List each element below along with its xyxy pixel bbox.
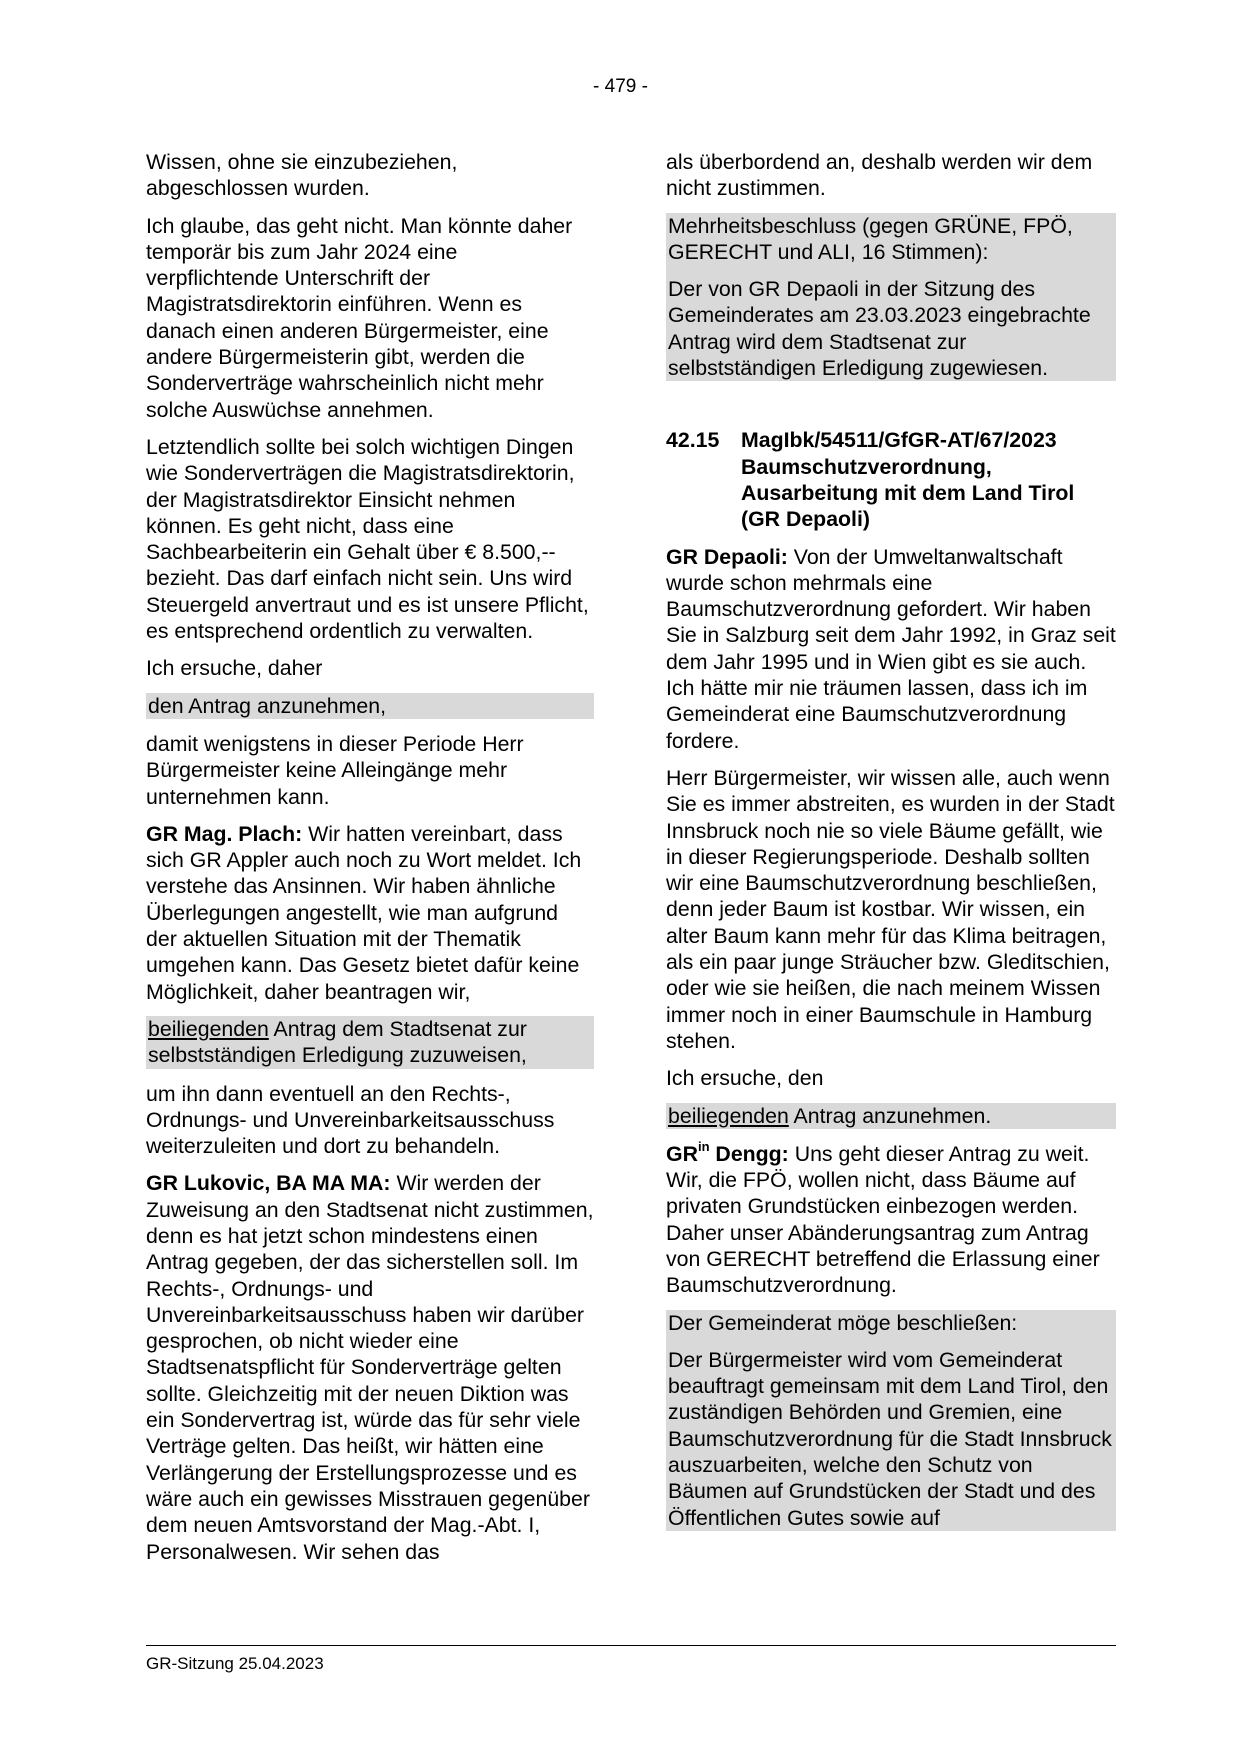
section-title-line: (GR Depaoli)	[741, 507, 870, 532]
section-heading	[666, 427, 1116, 453]
motion-text	[148, 1016, 592, 1069]
highlighted-motion	[146, 693, 594, 719]
motion-head: Der Gemeinderat möge beschließen:	[668, 1310, 1018, 1335]
speech-dengg	[666, 1138, 1116, 1299]
speech-text: Wir hatten vereinbart, dass sich GR Appler auch noch zu Wort meldet. Ich verstehe das Ansinnen. Wir haben ähnliche Überlegungen angestellt, wie man aufgrund der aktuellen Situation mit der Thematik umgehen kann. Das Gesetz bietet dafür keine Möglichkeit, daher beantragen wir,	[146, 821, 582, 1004]
underlined-word: beiliegenden	[148, 1016, 269, 1041]
highlighted-motion	[146, 1016, 594, 1069]
paragraph: als überbordend an, deshalb werden wir dem nicht zustimmen.	[666, 150, 1093, 201]
spacer	[666, 393, 1116, 427]
left-column	[146, 149, 594, 1576]
speech-lukovic	[146, 1170, 594, 1564]
speaker-name	[666, 1138, 789, 1166]
speech-depaoli	[666, 544, 1116, 754]
section-number: 42.15	[666, 428, 720, 453]
paragraph: Ich ersuche, daher	[146, 656, 323, 681]
underlined-word: beiliegenden	[668, 1103, 789, 1128]
highlighted-motion	[666, 1103, 1116, 1129]
footer-rule	[146, 1645, 1116, 1646]
right-column	[666, 149, 1116, 1543]
speaker-surname: Dengg:	[709, 1141, 789, 1166]
speech-text: Uns geht dieser Antrag zu weit. Wir, die FPÖ, wollen nicht, dass Bäume auf privaten Grundstücken einbezogen werden. Daher unser Abänderungsantrag zum Antrag von GERECHT betreffend die Erlassung einer Baumschutzverordnung.	[666, 1141, 1100, 1298]
section-title	[741, 454, 1116, 533]
resolution-box	[666, 213, 1116, 382]
paragraph: Herr Bürgermeister, wir wissen alle, auch wenn Sie es immer abstreiten, es wurden in der Stadt Innsbruck noch nie so viele Bäume gefällt, wie in dieser Regierungsperiode. Deshalb sollten wir eine Baumschutzverordnung beschließen, denn jeder Baum ist kostbar. Wir wissen, ein alter Baum kann mehr für das Klima beitragen, als ein paar junge Sträucher bzw. Gleditschien, oder wie sie heißen, die nach meinem Wissen immer noch in einer Baumschule in Hamburg stehen.	[666, 765, 1115, 1053]
paragraph: Ich ersuche, den	[666, 1066, 824, 1091]
resolution-text: Der von GR Depaoli in der Sitzung des Gemeinderates am 23.03.2023 eingebrachte Antrag wird dem Stadtsenat zur selbstständigen Erledigung zugewiesen.	[668, 277, 1091, 381]
footer-text: GR-Sitzung 25.04.2023	[146, 1654, 324, 1673]
speech-plach	[146, 821, 594, 1005]
speaker-suffix: in	[697, 1138, 710, 1154]
paragraph: damit wenigstens in dieser Periode Herr Bürgermeister keine Alleingänge mehr unternehmen kann.	[146, 731, 524, 809]
motion-rest: Antrag dem Stadtsenat zur selbstständigen Erledigung zuzuweisen,	[148, 1016, 527, 1068]
motion-text: den Antrag anzunehmen,	[148, 693, 386, 718]
speech-text: Wir werden der Zuweisung an den Stadtsenat nicht zustimmen, denn es hat jetzt schon mindestens einen Antrag gegeben, der das sicherstellen soll. Im Rechts-, Ordnungs- und Unvereinbarkeitsausschuss haben wir darüber gesprochen, ob nicht wieder eine Stadtsenatspflicht für Sonderverträge gelten sollte. Gleichzeitig mit der neuen Diktion was ein Sondervertrag ist, würde das für sehr viele Verträge gelten. Das heißt, wir hätten eine Verlängerung der Erstellungsprozesse und es wäre auch ein gewisses Misstrauen gegenüber dem neuen Amtsvorstand der Mag.-Abt. I, Personalwesen. Wir sehen das	[146, 1171, 594, 1564]
motion-text	[668, 1103, 1114, 1129]
section-title-line: Baumschutzverordnung, Ausarbeitung mit dem Land Tirol	[741, 454, 1075, 505]
section-reference: MagIbk/54511/GfGR-AT/67/2023	[741, 428, 1057, 453]
speaker-name: GR Mag. Plach:	[146, 821, 303, 846]
motion-box	[666, 1310, 1116, 1531]
motion-text: Der Bürgermeister wird vom Gemeinderat beauftragt gemeinsam mit dem Land Tirol, den zuständigen Behörden und Gremien, eine Baumschutzverordnung für die Stadt Innsbruck auszuarbeiten, welche den Schutz von Bäumen auf Grundstücken der Stadt und des Öffentlichen Gutes sowie auf	[668, 1347, 1112, 1530]
paragraph: Letztendlich sollte bei solch wichtigen Dingen wie Sonderverträgen die Magistratsdirektorin, der Magistratsdirektor Einsicht nehmen können. Es geht nicht, dass eine Sachbearbeiterin ein Gehalt über € 8.500,-- bezieht. Das darf einfach nicht sein. Uns wird Steuergeld anvertraut und es ist unsere Pflicht, es entsprechend ordentlich zu verwalten.	[146, 434, 589, 644]
paragraph: Wissen, ohne sie einzubeziehen, abgeschlossen wurden.	[146, 150, 458, 201]
motion-rest: Antrag anzunehmen.	[788, 1103, 992, 1128]
paragraph: Ich glaube, das geht nicht. Man könnte daher temporär bis zum Jahr 2024 eine verpflichtende Unterschrift der Magistratsdirektorin einführen. Wenn es danach einen anderen Bürgermeister, eine andere Bürgermeisterin gibt, werden die Sonderverträge wahrscheinlich nicht mehr solche Auswüchse annehmen.	[146, 213, 573, 422]
speaker-name: GR Depaoli:	[666, 544, 788, 569]
page-number: - 479 -	[593, 76, 648, 97]
resolution-head: Mehrheitsbeschluss (gegen GRÜNE, FPÖ, GERECHT und ALI, 16 Stimmen):	[668, 213, 1073, 264]
speech-text: Von der Umweltanwaltschaft wurde schon mehrmals eine Baumschutzverordnung gefordert. Wir haben Sie in Salzburg seit dem Jahr 1992, in Graz seit dem Jahr 1995 und in Wien gibt es sie auch. Ich hätte mir nie träumen lassen, dass ich im Gemeinderat eine Baumschutzverordnung fordere.	[666, 544, 1116, 753]
speaker-title: GR	[666, 1141, 698, 1166]
speaker-name: GR Lukovic, BA MA MA:	[146, 1171, 391, 1196]
paragraph: um ihn dann eventuell an den Rechts-, Ordnungs- und Unvereinbarkeitsausschuss weiterzuleiten und dort zu behandeln.	[146, 1081, 555, 1159]
